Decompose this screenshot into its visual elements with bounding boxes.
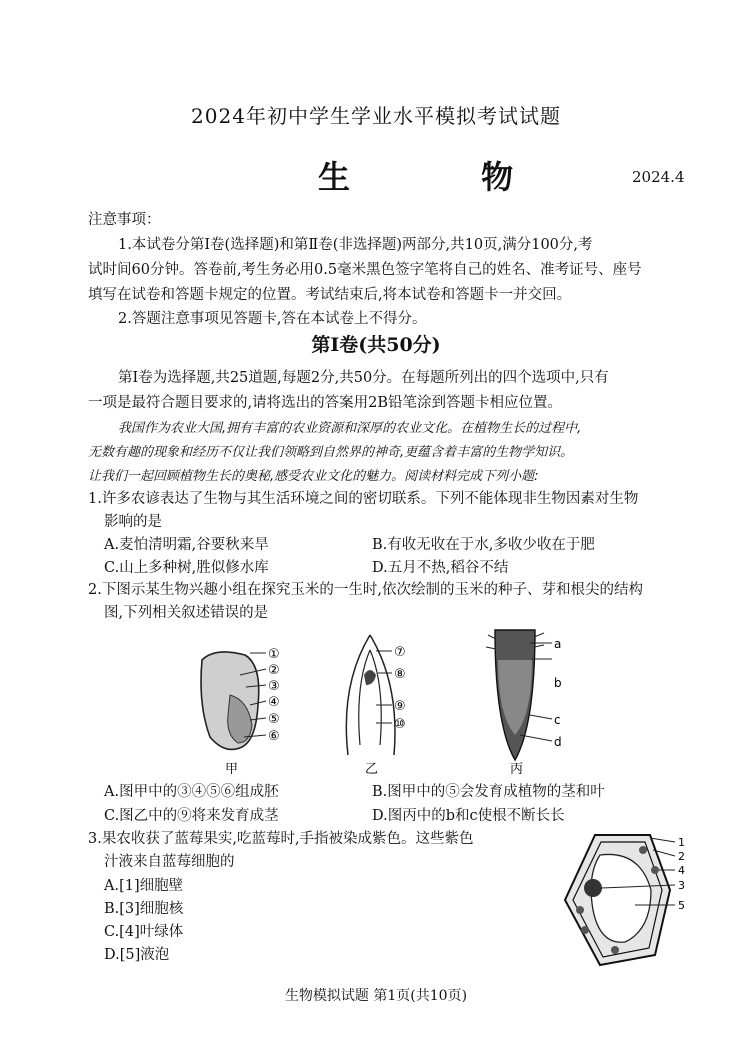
q1-option-a: A.麦怕清明霜,谷要秋来旱 (104, 537, 269, 553)
q2-option-a: A.图甲中的③④⑤⑥组成胚 (104, 784, 279, 800)
q2-option-c: C.图乙中的⑨将来发育成茎 (104, 808, 279, 824)
exam-title: 2024年初中学生学业水平模拟考试试题 (191, 104, 561, 128)
plant-cell-diagram (555, 830, 695, 970)
q2-option-b: B.图甲中的⑤会发育成植物的茎和叶 (372, 784, 605, 800)
q3-stem-line2: 汁液来自蓝莓细胞的 (104, 854, 235, 870)
q2-stem-line2: 图,下列相关叙述错误的是 (104, 605, 269, 621)
q2-stem-line1: 2.下图示某生物兴趣小组在探究玉米的一生时,依次绘制的玉米的种子、芽和根尖的结构 (88, 582, 643, 598)
q2-figure (180, 625, 580, 775)
seed-label-6: ⑥ (268, 729, 280, 744)
bud-diagram (346, 635, 405, 775)
q3-stem-line1: 3.果农收获了蓝莓果实,吃蓝莓时,手指被染成紫色。这些紫色 (88, 831, 474, 847)
figure-yi-label: 乙 (365, 762, 379, 775)
notice-item1-line2: 试时间60分钟。答卷前,考生务必用0.5毫米黑色签字笔将自己的姓名、准考证号、座号 (88, 262, 642, 278)
notice-item2: 2.答题注意事项见答题卡,答在本试卷上不得分。 (118, 311, 427, 327)
seed-label-2: ② (268, 663, 280, 678)
bud-label-7: ⑦ (394, 645, 406, 660)
bud-label-9: ⑨ (394, 699, 406, 714)
section-heading: 第Ⅰ卷(共50分) (311, 334, 441, 356)
root-label-c: c (554, 713, 561, 727)
exam-date: 2024.4 (632, 168, 685, 186)
notice-item1-line1: 1.本试卷分第Ⅰ卷(选择题)和第Ⅱ卷(非选择题)两部分,共10页,满分100分,考 (118, 237, 593, 253)
notice-heading: 注意事项： (88, 212, 161, 228)
bud-label-8: ⑧ (394, 667, 406, 682)
passage-line1: 我国作为农业大国,拥有丰富的农业资源和深厚的农业文化。在植物生长的过程中, (118, 421, 582, 436)
q1-stem-line1: 1.许多农谚表达了生物与其生活环境之间的密切联系。下列不能体现非生物因素对生物 (88, 491, 639, 507)
q2-option-d: D.图丙中的b和c使根不断长长 (372, 808, 565, 824)
seed-label-5: ⑤ (268, 712, 280, 727)
q1-option-b: B.有收无收在于水,多收少收在于肥 (372, 537, 595, 553)
passage-line3: 让我们一起回顾植物生长的奥秘,感受农业文化的魅力。阅读材料完成下列小题: (88, 469, 539, 484)
root-label-d: d (554, 735, 562, 749)
cell-label-5: 5 (678, 899, 685, 912)
q3-option-c: C.[4]叶绿体 (104, 924, 184, 940)
q1-stem-line2: 影响的是 (104, 514, 162, 530)
root-label-a: a (554, 637, 562, 651)
notice-item1-line3: 填写在试卷和答题卡规定的位置。考试结束后,将本试卷和答题卡一并交回。 (88, 287, 572, 303)
figure-jia-label: 甲 (225, 762, 239, 775)
q3-option-a: A.[1]细胞壁 (104, 878, 184, 894)
cell-label-4: 4 (678, 864, 685, 877)
root-label-b: b (554, 676, 562, 690)
cell-label-1: 1 (678, 836, 685, 849)
q1-option-d: D.五月不热,稻谷不结 (372, 560, 509, 576)
q3-option-b: B.[3]细胞核 (104, 901, 184, 917)
section-intro-line2: 一项是最符合题目要求的,请将选出的答案用2B铅笔涂到答题卡相应位置。 (88, 395, 562, 411)
figure-bing-label: 丙 (510, 762, 524, 775)
q1-option-c: C.山上多种树,胜似修水库 (104, 560, 269, 576)
page-footer: 生物模拟试题 第1页(共10页) (284, 988, 468, 1004)
passage-line2: 无数有趣的现象和经历不仅让我们领略到自然界的神奇,更蕴含着丰富的生物学知识。 (88, 445, 574, 460)
cell-label-2: 2 (678, 850, 685, 863)
subject-heading: 生 物 (318, 158, 574, 196)
seed-label-3: ③ (268, 679, 280, 694)
bud-label-10: ⑩ (394, 717, 406, 732)
root-tip-diagram (486, 630, 562, 775)
seed-label-1: ① (268, 647, 280, 662)
q3-option-d: D.[5]液泡 (104, 947, 170, 963)
seed-label-4: ④ (268, 695, 280, 710)
corn-seed-diagram (201, 647, 280, 775)
cell-label-3: 3 (678, 879, 685, 892)
section-intro-line1: 第Ⅰ卷为选择题,共25道题,每题2分,共50分。在每题所列出的四个选项中,只有 (118, 370, 609, 386)
